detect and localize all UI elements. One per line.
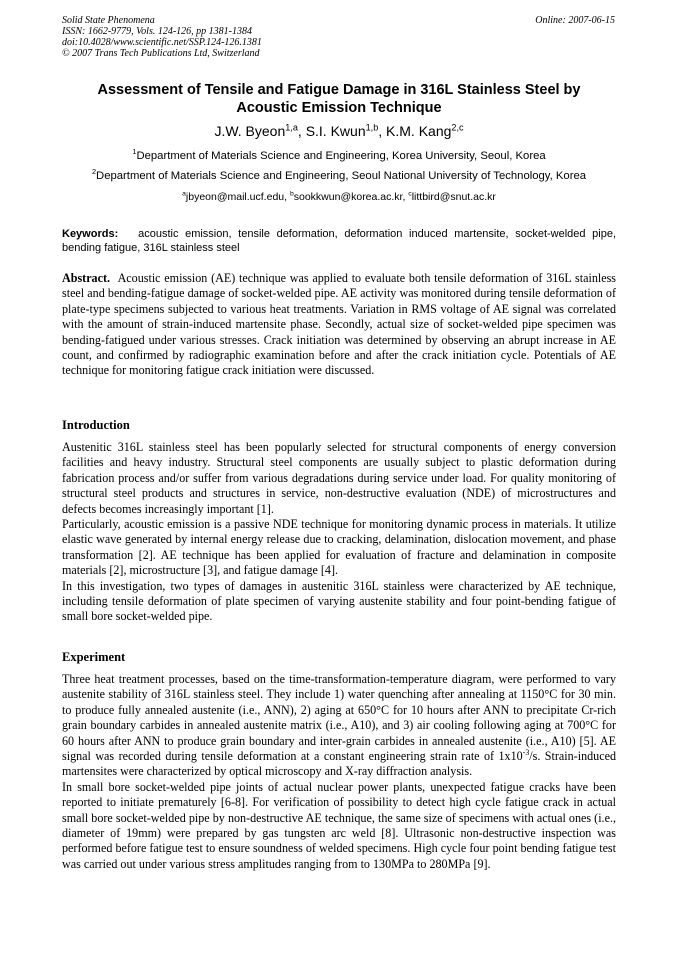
doi-line: doi:10.4028/www.scientific.net/SSP.124-126.1381 (62, 37, 262, 48)
title-line-1: Assessment of Tensile and Fatigue Damage in 316L Stainless Steel by (97, 82, 581, 98)
introduction-heading: Introduction (62, 418, 130, 432)
experiment-heading: Experiment (62, 650, 126, 664)
affiliation-sup: 2 (91, 167, 97, 177)
paragraph (62, 672, 616, 780)
email-sup: c (408, 190, 412, 198)
author-sup: 1,a (285, 122, 298, 133)
affiliation-text: Department of Materials Science and Engineering, Korea University, Seoul, Korea (136, 150, 546, 162)
abstract (62, 271, 616, 379)
author-sup: 1,b (365, 122, 379, 133)
affiliation-2 (62, 167, 616, 182)
journal-header (62, 15, 262, 59)
keywords-text: acoustic emission, tensile deformation, deformation induced martensite, socket-welded pipe, bending fatigue, 316L stainless steel (62, 228, 616, 254)
paper-title (62, 81, 616, 117)
email-list (62, 191, 616, 203)
email: sookkwun@korea.ac.kr, (293, 191, 409, 203)
copyright-line: © 2007 Trans Tech Publications Ltd, Switzerland (62, 48, 260, 59)
author-name: S.I. Kwun (305, 123, 366, 139)
paragraph: In small bore socket-welded pipe joints of actual nuclear power plants, unexpected fatigue cracks have been reported to initiate prematurely [6-8]. For verification of possibility to detect high cycle fatigue crack in actual small bore socket-welded pipe by non-destructive AE technique, the same size of specimens with actual ones (i.e., diameter of 19mm) were prepared by gas tungsten arc weld [8]. Ultrasonic non-destructive inspection was performed before fatigue test to ensure soundness of welded specimens. High cycle four point bending fatigue test was carried out under various stress amplitudes ranging from to 130MPa to 280MPa [9]. (62, 779, 616, 871)
exponent: -3 (522, 748, 530, 757)
keywords (62, 227, 616, 255)
issn-line: ISSN: 1662-9779, Vols. 124-126, pp 1381-1384 (62, 26, 252, 37)
journal-name: Solid State Phenomena (62, 15, 155, 26)
online-date: Online: 2007-06-15 (535, 15, 615, 26)
email: littbird@snut.ac.kr (411, 191, 496, 203)
paragraph: In this investigation, two types of damages in austenitic 316L stainless were characterized by AE technique, including tensile deformation of plate specimen of varying austenite stability and four point-bending fatigue of small bore socket-welded pipe. (62, 578, 616, 624)
paragraph-text: /s. Strain-induced martensites were characterized by optical microscopy and X-ray diffraction analysis. (62, 749, 616, 779)
author-list: J.W. Byeon$^{1,a}$, S.I. Kwun$^{1,b}$, K.M. Kang$^{2,c}$ (214, 122, 464, 139)
email: jbyeon@mail.ucf.edu, (185, 191, 290, 203)
title-line-2: Acoustic Emission Technique (236, 100, 442, 116)
abstract-text: Acoustic emission (AE) technique was applied to evaluate both tensile deformation of 316L stainless steel and bending-fatigue damage of socket-welded pipe. AE activity was monitored during tensile deformation of plate-type specimens subjected to various heat treatments. Variation in RMS voltage of AE signal was correlated with the amount of strain-induced martensite phase. Secondly, actual size of socket-welded pipe specimen was bending-fatigued under various stresses. Crack initiation was determined by observing an abrupt increase in AE count, and confirmed by radiographic examination before and after the crack initiation cycle. Potentials of AE technique for monitoring fatigue crack initiation were discussed. (62, 271, 617, 378)
affiliation-text: Department of Materials Science and Engineering, Seoul National University of Technology, Korea (96, 170, 587, 182)
author-sup: 2,c (451, 122, 464, 133)
email-sup: a (182, 190, 186, 198)
author-name: J.W. Byeon (214, 123, 286, 139)
author-name: K.M. Kang (386, 123, 452, 139)
affiliation-1 (62, 147, 616, 162)
keywords-label: Keywords: (62, 228, 119, 240)
experiment-body (62, 672, 616, 872)
affiliation-sup: 1 (132, 147, 137, 157)
paragraph: Particularly, acoustic emission is a passive NDE technique for monitoring dynamic process in materials. It utilize elastic wave generated by internal energy release due to cracking, delamination, dislocation movement, and phase transformation [2]. AE technique has been applied for evaluation of fracture and delamination in composite materials [2], microstructure [3], and fatigue damage [4]. (62, 517, 616, 578)
abstract-label: Abstract. (62, 271, 111, 285)
paragraph-text: Three heat treatment processes, based on the time-transformation-temperature diagram, were performed to vary austenite stability of 316L stainless steel. They include 1) water quenching after annealing at 1150°C for 30 min. to produce fully annealed austenite (i.e., ANN), 2) aging at 650°C for 10 hours after ANN to precipitate Cr-rich grain boundary carbides in annealed austenite matrix (i.e., A10), and 3) air cooling following aging at 700°C for 60 hours after ANN to produce grain boundary and inter-grain carbides in annealed austenite (i.e., A10) [5]. AE signal was recorded during tensile deformation at a constant engineering strain rate of 1x10 (62, 672, 616, 764)
paragraph: Austenitic 316L stainless steel has been popularly selected for structural components of energy conversion facilities and heavy industry. Structural steel components are usually subject to plastic deformation during fabrication process and/or suffer from various degradations during service under load. For quality monitoring of structural steel products and structures in service, non-destructive evaluation (NDE) of microstructures and defects becomes increasingly important [1]. (62, 440, 616, 516)
introduction-body (62, 440, 616, 625)
email-sup: b (289, 190, 294, 198)
